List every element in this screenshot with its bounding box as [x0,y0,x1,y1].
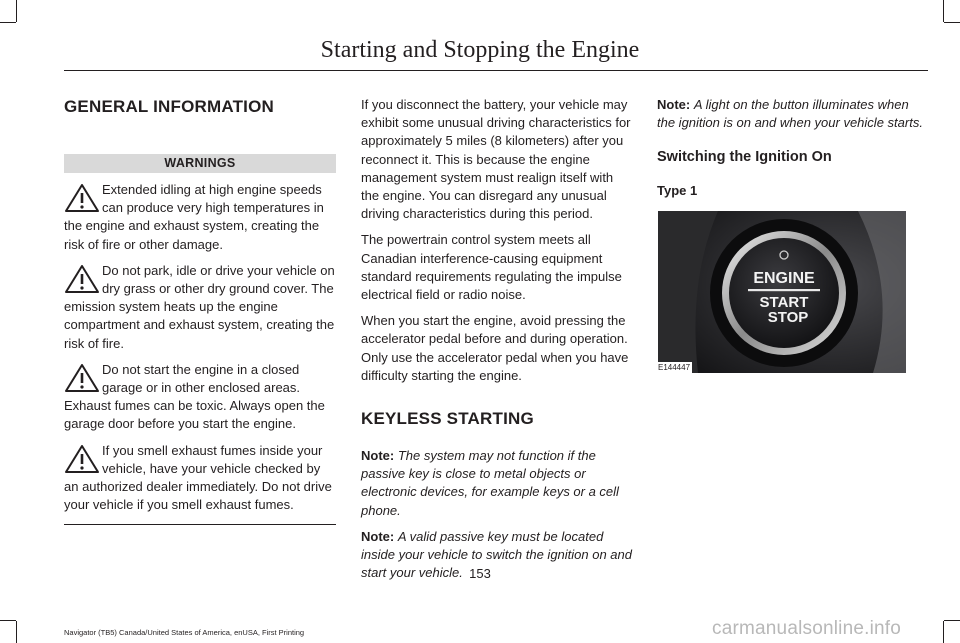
warning-item [64,442,336,515]
image-code: E144447 [658,363,691,373]
page-title: Starting and Stopping the Engine [320,37,640,63]
header-rule [64,70,928,71]
paragraph: If you disconnect the battery, your vehicle may exhibit some unusual driving characteristics for approximately 5 miles (8 kilometers) after you reconnect it. This is because the engine management system must realign itself with the engine. You can disregard any unusual driving characteristics during this period. [361,97,631,222]
note [361,447,633,520]
crop-mark [16,0,17,22]
button-text-start: START [759,294,809,312]
start-stop-button-image [658,211,906,373]
section-title-general-information: GENERAL INFORMATION [64,97,274,116]
warning-text: Do not park, idle or drive your vehicle on dry grass or other dry ground cover. The emission system heats up the engine compartment and exhaust system, creating the risk of fire. [64,262,335,351]
column-general-information [64,96,336,525]
crop-mark [16,621,17,643]
note-text: A valid passive key must be located inside your vehicle to switch the ignition on and start your vehicle. [361,528,632,581]
warning-item [64,262,336,353]
warning-item [64,361,336,434]
note-text: A light on the button illuminates when the ignition is on and when your vehicle starts. [657,97,923,131]
warnings-end-rule [64,524,336,525]
engine-start-button-illustration [658,211,906,373]
warning-triangle-icon [64,183,100,213]
crop-mark [943,621,944,643]
warning-text: Extended idling at high engine speeds can produce very high temperatures in the engine and exhaust system, creating the risk of fire or other damage. [64,182,324,252]
crop-mark [943,0,944,22]
column-keyless [361,96,633,582]
section-title-keyless-starting: KEYLESS STARTING [361,409,534,429]
warning-item [64,181,336,254]
note-label: Note: [657,97,694,112]
footer-printing-info: Navigator (TB5) Canada/United States of America, enUSA, First Printing [64,628,305,637]
crop-mark [0,22,16,23]
type-label: Type 1 [657,183,698,199]
warning-triangle-icon [64,264,100,294]
warning-text: Do not start the engine in a closed garage or in other enclosed areas. Exhaust fumes can be toxic. Always open the garage door before you start the engine. [64,361,325,432]
page-number: 153 [469,566,491,581]
warning-triangle-icon [64,363,100,393]
warning-triangle-icon [64,444,100,474]
warning-text: If you smell exhaust fumes inside your vehicle, have your vehicle checked by an authorized dealer immediately. Do not drive your vehicle if you smell exhaust fumes. [64,442,332,513]
note [657,96,929,132]
note-label: Note: [361,448,398,464]
column-ignition [657,96,929,373]
crop-mark [0,620,16,621]
crop-mark [944,620,960,621]
button-text-stop: STOP [767,309,809,327]
paragraph: The powertrain control system meets all Canadian interference-causing equipment standard requirements regulating the impulse electrical field or radio noise. [361,232,622,303]
watermark: carmanualsonline.info [712,618,902,639]
note-text: The system may not function if the passive key is close to metal objects or electronic devices, for example keys or a cell phone. [361,448,619,518]
note-label: Note: [361,528,398,544]
paragraph: When you start the engine, avoid pressing the accelerator pedal before and during operation. Only use the accelerator pedal when you have difficulty starting the engine. [361,313,629,383]
button-text-engine: ENGINE [753,270,815,288]
subsection-title-switching-ignition: Switching the Ignition On [657,149,832,166]
crop-mark [944,22,960,23]
warnings-header: WARNINGS [64,154,336,173]
